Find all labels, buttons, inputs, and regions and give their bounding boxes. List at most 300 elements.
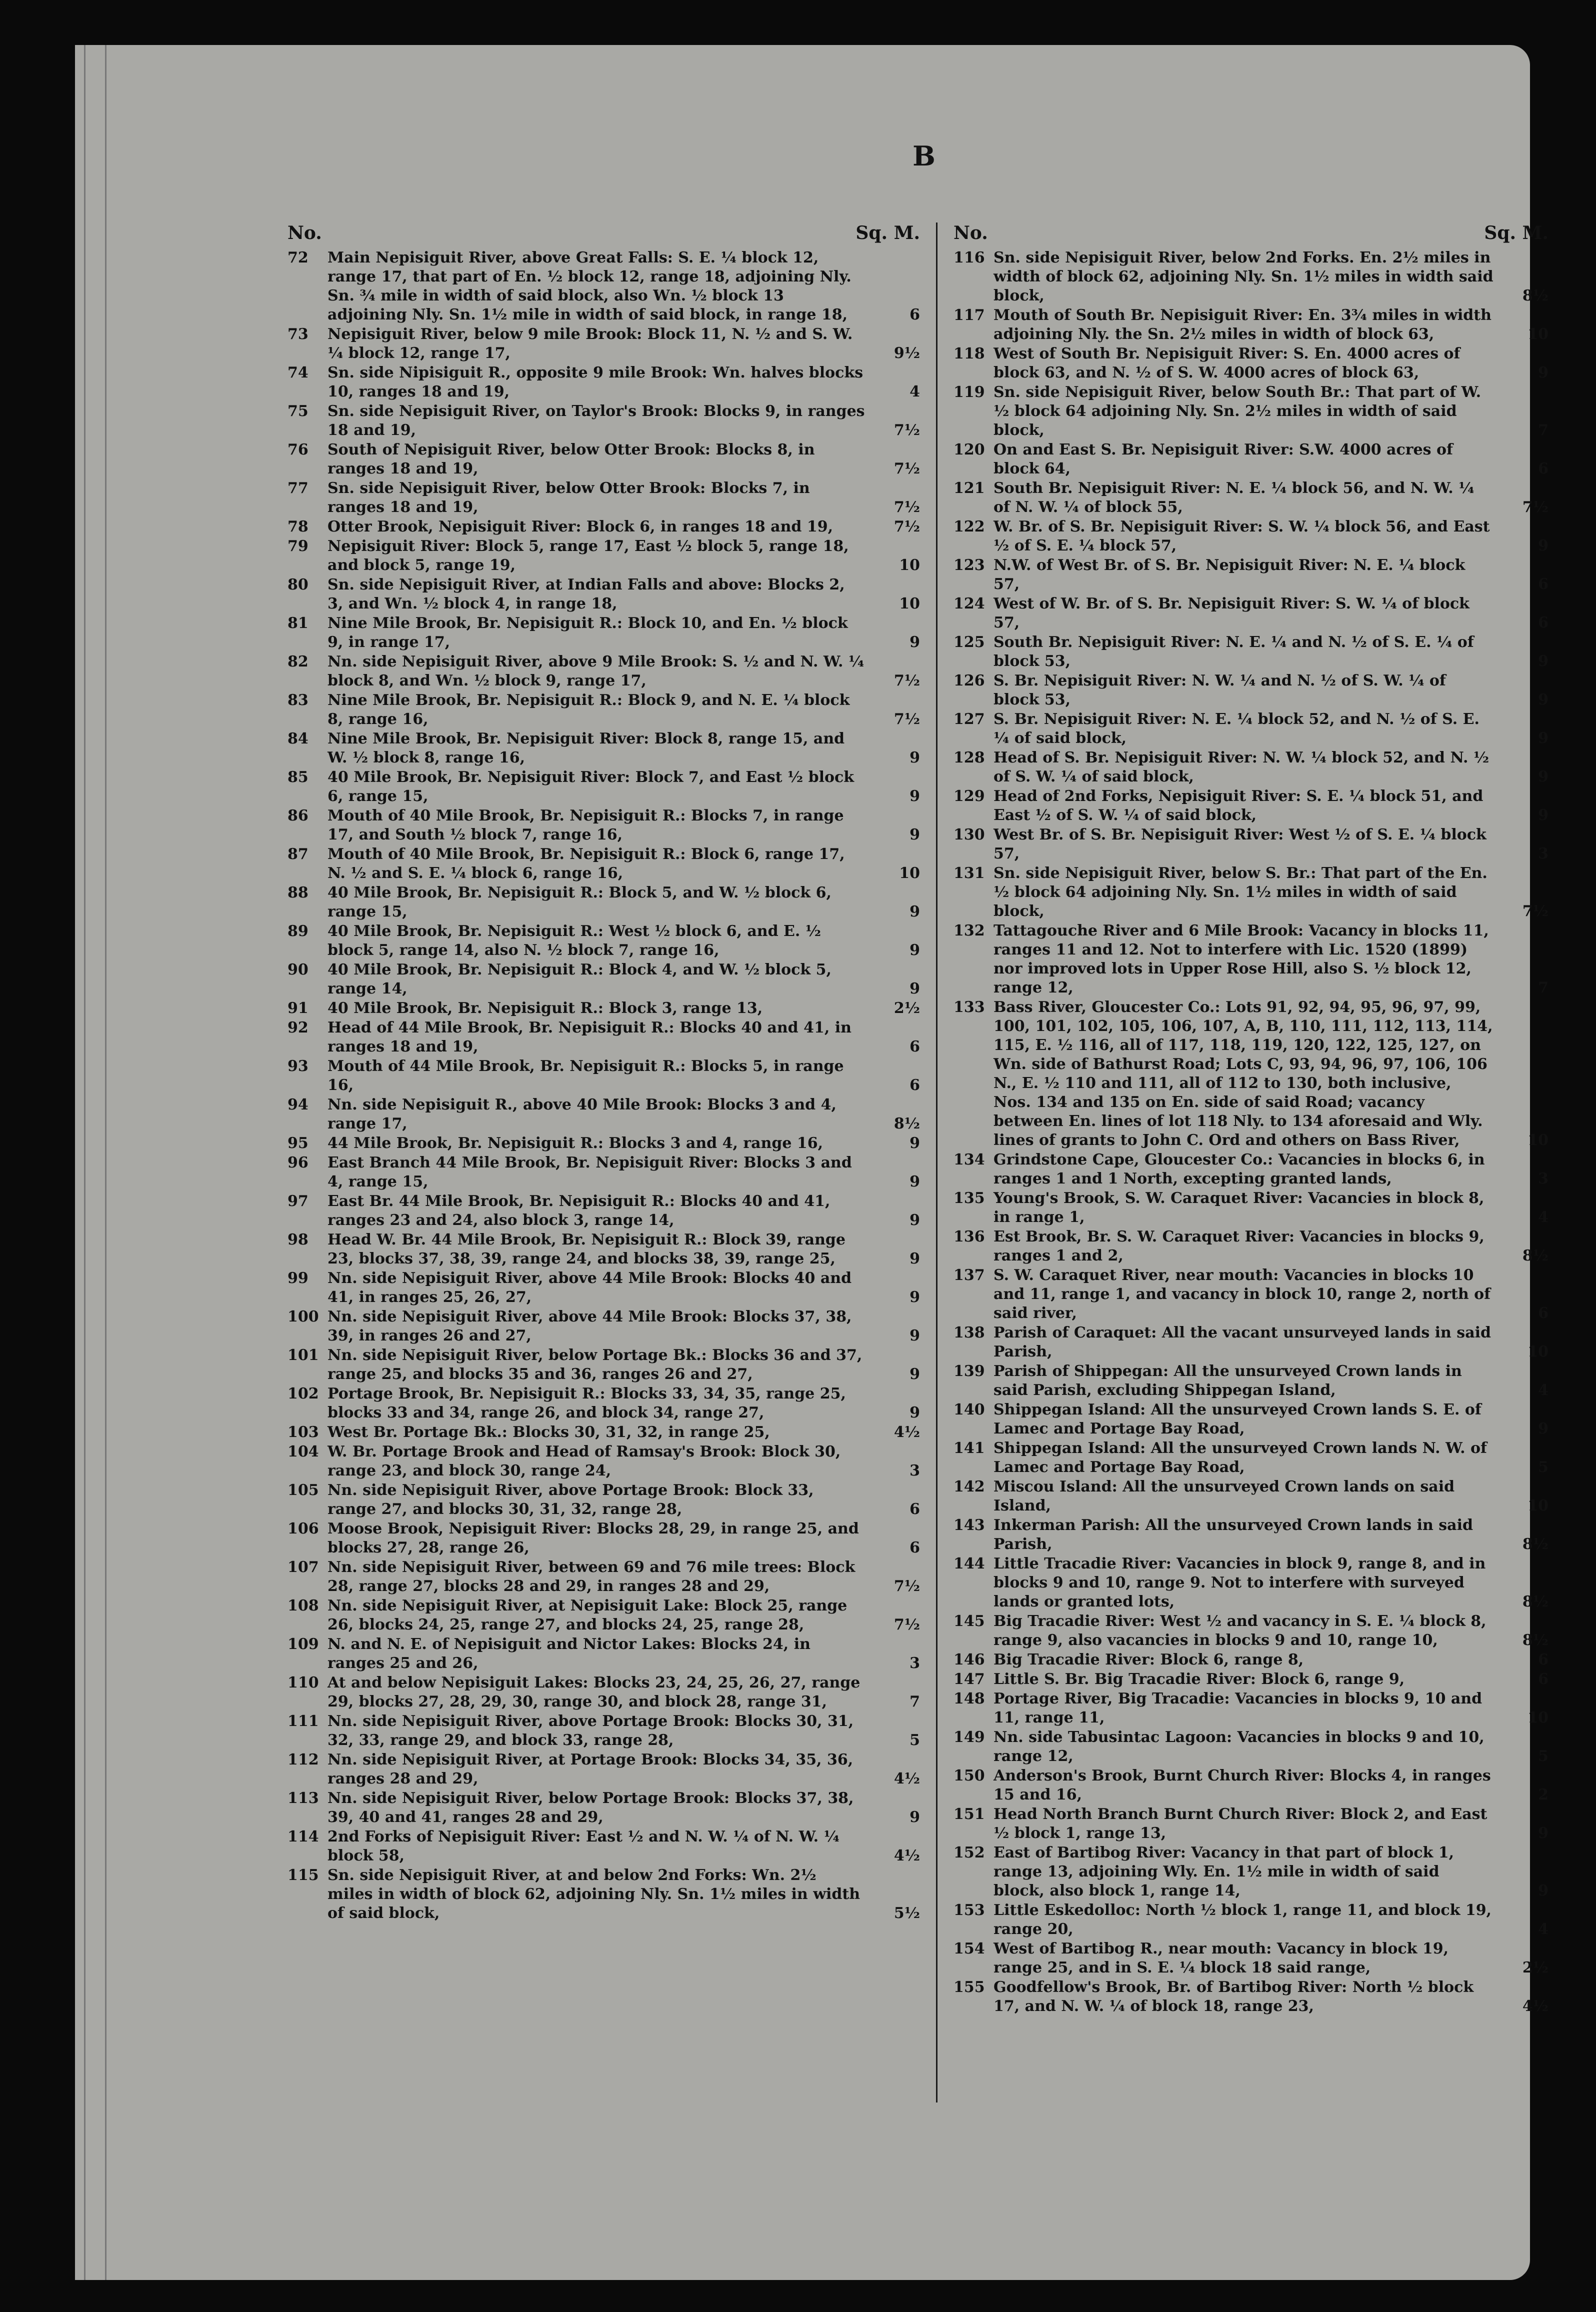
list-item — [954, 633, 1548, 671]
list-item — [288, 999, 920, 1018]
list-item — [954, 1554, 1548, 1612]
entry-number: 114 — [288, 1828, 319, 1846]
list-item — [954, 383, 1548, 440]
entry-number: 136 — [954, 1228, 985, 1246]
entry-description: Sn. side Nepisiguit River, at Indian Falls and above: Blocks 2, 3, and Wn. ½ block 4, in range 18, — [328, 576, 845, 612]
entry-number: 134 — [954, 1151, 985, 1168]
list-item — [288, 922, 920, 960]
entry-number: 144 — [954, 1555, 985, 1572]
entry-square-miles: 7 — [1538, 979, 1548, 996]
right-column-header — [954, 222, 1548, 248]
entry-number: 137 — [954, 1266, 985, 1284]
list-item — [288, 1057, 920, 1095]
entry-square-miles: 9 — [910, 634, 920, 651]
page-letter: B — [912, 140, 936, 172]
list-item — [288, 960, 920, 998]
entry-square-miles: 9 — [910, 1173, 920, 1190]
entry-square-miles: 10 — [1528, 1497, 1548, 1514]
entry-number: 75 — [288, 402, 308, 420]
entry-description: East Br. 44 Mile Brook, Br. Nepisiguit R.: Blocks 40 and 41, ranges 23 and 24, also block 3, range 14, — [328, 1192, 830, 1229]
list-item — [288, 1750, 920, 1788]
entry-number: 132 — [954, 922, 985, 940]
entry-square-miles: 6 — [1538, 1304, 1548, 1322]
entry-number: 135 — [954, 1190, 985, 1207]
entry-square-miles: 7½ — [894, 1578, 920, 1595]
entry-square-miles: 9 — [1538, 768, 1548, 786]
entry-number: 76 — [288, 441, 308, 458]
entry-number: 92 — [288, 1019, 308, 1036]
entry-number: 142 — [954, 1478, 985, 1496]
entry-description: Sn. side Nepisiguit River, below 2nd Forks. En. 2½ miles in width of block 62, adjoining Nly. Sn. 1½ miles in width said block, — [994, 249, 1494, 304]
entry-square-miles: 9 — [910, 749, 920, 766]
entry-number: 151 — [954, 1806, 985, 1823]
entry-square-miles: 9 — [1538, 806, 1548, 824]
entry-number: 127 — [954, 710, 985, 728]
list-item — [954, 710, 1548, 748]
list-item — [288, 884, 920, 922]
entry-number: 72 — [288, 249, 308, 266]
entry-square-miles: 9 — [910, 1212, 920, 1229]
entry-square-miles: 4 — [1538, 1208, 1548, 1226]
left-column-header — [288, 222, 920, 248]
entry-number: 77 — [288, 480, 308, 497]
list-item — [954, 306, 1548, 344]
entry-square-miles: 6 — [1538, 614, 1548, 632]
entry-description: West Br. Portage Bk.: Blocks 30, 31, 32, in range 25, — [328, 1424, 770, 1441]
entry-square-miles: 4 — [910, 383, 920, 400]
entry-number: 152 — [954, 1844, 985, 1862]
entry-square-miles: 7½ — [1522, 498, 1548, 516]
entry-description: Nn. side Nepisiguit River, between 69 and 76 mile trees: Block 28, range 27, blocks 28 and 29, in ranges 28 and 29, — [328, 1558, 856, 1595]
entry-square-miles: 5 — [1538, 1748, 1548, 1765]
entry-description: Inkerman Parish: All the unsurveyed Crown lands in said Parish, — [994, 1516, 1473, 1553]
entry-number: 103 — [288, 1424, 319, 1441]
entry-description: Goodfellow's Brook, Br. of Bartibog River: North ½ block 17, and N. W. ¼ of block 18, range 23, — [994, 1978, 1474, 2015]
entry-number: 94 — [288, 1096, 308, 1114]
list-item — [288, 1269, 920, 1307]
entry-number: 90 — [288, 961, 308, 978]
entry-number: 133 — [954, 998, 985, 1016]
entry-description: Nn. side Nepisiguit River, at Portage Brook: Blocks 34, 35, 36, ranges 28 and 29, — [328, 1751, 854, 1788]
list-item — [288, 691, 920, 729]
list-item — [954, 998, 1548, 1150]
entry-square-miles: 7 — [1538, 422, 1548, 439]
entry-number: 83 — [288, 692, 308, 709]
entry-number: 95 — [288, 1134, 308, 1152]
entry-square-miles: 5 — [1538, 1458, 1548, 1476]
entry-number: 113 — [288, 1790, 319, 1807]
entry-number: 153 — [954, 1902, 985, 1919]
entry-description: East of Bartibog River: Vacancy in that part of block 1, range 13, adjoining Wly. En. 1½ mile in width of said block, also block 1, range 14, — [994, 1844, 1454, 1900]
list-item — [288, 614, 920, 652]
page-edge-rule — [105, 45, 106, 2280]
entry-description: Big Tracadie River: West ½ and vacancy in S. E. ¼ block 8, range 9, also vacancies in blocks 9 and 10, range 10, — [994, 1612, 1486, 1649]
entry-number: 79 — [288, 538, 308, 555]
entry-square-miles: 9 — [910, 1808, 920, 1826]
entry-square-miles: 4½ — [894, 1847, 920, 1864]
entry-square-miles: 10 — [1528, 1709, 1548, 1726]
entry-number: 98 — [288, 1231, 308, 1248]
entry-number: 139 — [954, 1362, 985, 1380]
sq-m-header: Sq. M. — [856, 222, 920, 244]
list-item — [288, 1442, 920, 1480]
entry-square-miles: 9 — [910, 1366, 920, 1383]
list-item — [954, 1728, 1548, 1766]
entry-description: Nine Mile Brook, Br. Nepisiguit River: Block 8, range 15, and W. ½ block 8, range 16, — [328, 730, 845, 766]
list-item — [288, 1789, 920, 1827]
entry-description: Head of S. Br. Nepisiguit River: N. W. ¼ block 52, and N. ½ of S. W. ¼ of said block, — [994, 749, 1490, 786]
entry-number: 99 — [288, 1270, 308, 1287]
entry-description: Nn. side Nepisiguit River, above 44 Mile Brook: Blocks 40 and 41, in ranges 25, 26, 27, — [328, 1270, 852, 1306]
entry-square-miles: 8½ — [1522, 1593, 1548, 1610]
entry-square-miles: 8½ — [1522, 1247, 1548, 1264]
list-item — [288, 845, 920, 883]
entry-number: 74 — [288, 364, 308, 382]
entry-square-miles: 6 — [910, 1500, 920, 1518]
list-item — [954, 556, 1548, 594]
entry-description: Nine Mile Brook, Br. Nepisiguit R.: Block 9, and N. E. ¼ block 8, range 16, — [328, 692, 850, 728]
entry-number: 117 — [954, 306, 985, 324]
list-item — [288, 1828, 920, 1866]
entry-description: Nn. side Tabusintac Lagoon: Vacancies in blocks 9 and 10, range 12, — [994, 1728, 1484, 1765]
list-item — [954, 1670, 1548, 1689]
entry-description: Otter Brook, Nepisiguit River: Block 6, in ranges 18 and 19, — [328, 518, 834, 536]
entry-square-miles: 5 — [910, 1732, 920, 1749]
entry-number: 129 — [954, 788, 985, 805]
entry-square-miles: 9 — [1538, 537, 1548, 554]
entry-number: 155 — [954, 1978, 985, 1996]
list-item — [288, 537, 920, 575]
entry-number: 147 — [954, 1670, 985, 1688]
entry-description: Est Brook, Br. S. W. Caraquet River: Vacancies in blocks 9, ranges 1 and 2, — [994, 1228, 1484, 1264]
entry-description: Parish of Shippegan: All the unsurveyed Crown lands in said Parish, excluding Shippegan Island, — [994, 1362, 1462, 1399]
entry-square-miles: 9½ — [894, 344, 920, 362]
entry-number: 97 — [288, 1192, 308, 1210]
entry-square-miles: 7½ — [894, 460, 920, 478]
entry-description: Little Tracadie River: Vacancies in block 9, range 8, and in blocks 9 and 10, range 9. Not to interfere with surveyed lands or granted lots, — [994, 1555, 1486, 1610]
list-item — [288, 806, 920, 844]
entry-number: 85 — [288, 768, 308, 786]
list-item — [954, 344, 1548, 382]
sq-m-header: Sq. M. — [1484, 222, 1548, 244]
entry-number: 81 — [288, 614, 308, 632]
entry-square-miles: 4½ — [894, 1770, 920, 1788]
entry-description: At and below Nepisiguit Lakes: Blocks 23, 24, 25, 26, 27, range 29, blocks 27, 28, 29, 30, range 30, and block 28, range 31, — [328, 1674, 860, 1710]
entry-description: Sn. side Nepisiguit River, at and below 2nd Forks: Wn. 2½ miles in width of block 62, adjoining Nly. Sn. 1½ miles in width of said block, — [328, 1866, 860, 1922]
entry-square-miles: 9 — [1538, 691, 1548, 708]
entry-square-miles: 6 — [1538, 1651, 1548, 1668]
list-item — [954, 248, 1548, 306]
entry-square-miles: 7½ — [894, 518, 920, 536]
list-item — [954, 1150, 1548, 1188]
entry-number: 122 — [954, 518, 985, 536]
list-item — [954, 1266, 1548, 1323]
entry-description: Portage River, Big Tracadie: Vacancies in blocks 9, 10 and 11, range 11, — [994, 1690, 1482, 1726]
entry-description: 40 Mile Brook, Br. Nepisiguit R.: Block 4, and W. ½ block 5, range 14, — [328, 961, 832, 998]
no-header: No. — [288, 222, 322, 244]
entry-square-miles: 7 — [910, 1693, 920, 1710]
list-item — [288, 479, 920, 517]
entry-square-miles: 2 — [1538, 1786, 1548, 1804]
entry-description: Nepisiguit River: Block 5, range 17, East ½ block 5, range 18, and block 5, range 19, — [328, 538, 849, 574]
entry-description: On and East S. Br. Nepisiguit River: S.W. 4000 acres of block 64, — [994, 441, 1453, 478]
entry-description: Moose Brook, Nepisiguit River: Blocks 28, 29, in range 25, and blocks 27, 28, range 26, — [328, 1520, 859, 1556]
entry-number: 102 — [288, 1385, 319, 1402]
list-item — [954, 1805, 1548, 1843]
entry-description: South of Nepisiguit River, below Otter Brook: Blocks 8, in ranges 18 and 19, — [328, 441, 815, 478]
entry-description: Nn. side Nepisiguit R., above 40 Mile Brook: Blocks 3 and 4, range 17, — [328, 1096, 836, 1132]
right-column — [954, 222, 1548, 2016]
entry-number: 150 — [954, 1767, 985, 1784]
entry-number: 130 — [954, 826, 985, 844]
entry-description: Head of 2nd Forks, Nepisiguit River: S. E. ¼ block 51, and East ½ of S. W. ¼ of said block, — [994, 788, 1484, 824]
list-item — [954, 440, 1548, 478]
entry-number: 119 — [954, 384, 985, 401]
column-divider — [936, 222, 938, 2102]
entry-description: N. and N. E. of Nepisiguit and Nictor Lakes: Blocks 24, in ranges 25 and 26, — [328, 1636, 810, 1672]
list-item — [288, 1018, 920, 1056]
entry-square-miles: 3 — [910, 1654, 920, 1672]
entry-description: Nn. side Nepisiguit River, above Portage Brook: Block 33, range 27, and blocks 30, 31, 32, range 28, — [328, 1482, 814, 1518]
entry-description: Nn. side Nepisiguit River, above 9 Mile Brook: S. ½ and N. W. ¼ block 8, and Wn. ½ block 9, range 17, — [328, 653, 864, 690]
entry-description: Head North Branch Burnt Church River: Block 2, and East ½ block 1, range 13, — [994, 1806, 1488, 1842]
list-item — [288, 1384, 920, 1422]
entry-description: Head W. Br. 44 Mile Brook, Br. Nepisiguit R.: Block 39, range 23, blocks 37, 38, 39, range 24, and blocks 38, 39, range 25, — [328, 1231, 846, 1268]
list-item — [954, 1228, 1548, 1266]
entry-square-miles: 3 — [1538, 845, 1548, 862]
entry-square-miles: 9 — [910, 1250, 920, 1268]
list-item — [954, 1690, 1548, 1728]
entry-description: Nn. side Nepisiguit River, above Portage Brook: Blocks 30, 31, 32, 33, range 29, and block 33, range 28, — [328, 1712, 854, 1749]
entry-number: 104 — [288, 1443, 319, 1460]
list-item — [288, 1346, 920, 1384]
entry-description: Anderson's Brook, Burnt Church River: Blocks 4, in ranges 15 and 16, — [994, 1767, 1491, 1804]
entry-square-miles: 9 — [910, 903, 920, 920]
entry-description: S. Br. Nepisiguit River: N. E. ¼ block 52, and N. ½ of S. E. ¼ of said block, — [994, 710, 1480, 747]
entry-square-miles: 9 — [1538, 1420, 1548, 1438]
left-column — [288, 222, 920, 1924]
entry-number: 73 — [288, 326, 308, 343]
list-item — [954, 1978, 1548, 2016]
entry-number: 112 — [288, 1751, 319, 1768]
entry-square-miles: 7½ — [894, 1616, 920, 1634]
entry-square-miles: 9 — [910, 1327, 920, 1344]
list-item — [954, 1189, 1548, 1227]
entry-number: 121 — [954, 480, 985, 497]
entry-square-miles: 10 — [1528, 1343, 1548, 1360]
entry-square-miles: 8½ — [1522, 287, 1548, 304]
entry-number: 86 — [288, 807, 308, 824]
entry-square-miles: 7½ — [894, 710, 920, 728]
entry-description: West of South Br. Nepisiguit River: S. En. 4000 acres of block 63, and N. ½ of S. W. 4000 acres of block 63, — [994, 345, 1460, 382]
entry-description: West Br. of S. Br. Nepisiguit River: West ½ of S. E. ¼ block 57, — [994, 826, 1486, 862]
entry-number: 110 — [288, 1674, 319, 1692]
entry-description: Mouth of 40 Mile Brook, Br. Nepisiguit R.: Blocks 7, in range 17, and South ½ block 7, range 16, — [328, 807, 844, 844]
list-item — [288, 1096, 920, 1134]
list-item — [954, 1940, 1548, 1978]
entry-square-miles: 4½ — [1522, 1998, 1548, 2015]
list-item — [954, 1901, 1548, 1939]
entry-square-miles: 4½ — [894, 1424, 920, 1441]
entry-number: 111 — [288, 1712, 319, 1730]
entry-number: 89 — [288, 922, 308, 940]
entry-square-miles: 10 — [899, 556, 920, 574]
list-item — [288, 1712, 920, 1750]
list-item — [954, 1766, 1548, 1804]
list-item — [288, 1674, 920, 1712]
entry-square-miles: 8½ — [894, 1115, 920, 1132]
entry-number: 118 — [954, 345, 985, 362]
entry-description: Young's Brook, S. W. Caraquet River: Vacancies in block 8, in range 1, — [994, 1190, 1484, 1226]
list-item — [288, 325, 920, 363]
list-item — [954, 826, 1548, 864]
list-item — [288, 1134, 920, 1153]
entry-description: Little S. Br. Big Tracadie River: Block 6, range 9, — [994, 1670, 1405, 1688]
entry-number: 107 — [288, 1558, 319, 1576]
list-item — [954, 748, 1548, 786]
list-item — [954, 672, 1548, 710]
entry-square-miles: 3 — [1538, 1170, 1548, 1188]
entry-square-miles: 7½ — [894, 672, 920, 690]
entry-number: 80 — [288, 576, 308, 594]
entry-square-miles: 10 — [899, 595, 920, 612]
entry-square-miles: 9 — [910, 1288, 920, 1306]
entry-description: 40 Mile Brook, Br. Nepisiguit River: Block 7, and East ½ block 6, range 15, — [328, 768, 854, 805]
list-item — [954, 1844, 1548, 1900]
list-item — [954, 1516, 1548, 1554]
entry-description: Miscou Island: All the unsurveyed Crown lands on said Island, — [994, 1478, 1455, 1514]
list-item — [954, 518, 1548, 556]
entry-description: Portage Brook, Br. Nepisiguit R.: Blocks 33, 34, 35, range 25, blocks 33 and 34, range 26, and block 34, range 27, — [328, 1385, 846, 1422]
entry-description: Shippegan Island: All the unsurveyed Crown lands S. E. of Lamec and Portage Bay Road, — [994, 1401, 1482, 1438]
document-page — [75, 45, 1548, 2280]
entry-description: Nn. side Nepisiguit River, below Portage Brook: Blocks 37, 38, 39, 40 and 41, ranges 28 and 29, — [328, 1790, 854, 1826]
list-item — [954, 864, 1548, 921]
entry-number: 143 — [954, 1516, 985, 1534]
entry-description: Grindstone Cape, Gloucester Co.: Vacancies in blocks 6, in ranges 1 and 1 North, excepting granted lands, — [994, 1151, 1485, 1188]
entry-number: 109 — [288, 1636, 319, 1653]
list-item — [288, 1192, 920, 1230]
entry-number: 115 — [288, 1866, 319, 1884]
entry-square-miles: 9 — [910, 788, 920, 805]
entry-number: 128 — [954, 749, 985, 766]
entry-description: Sn. side Nipisiguit R., opposite 9 mile Brook: Wn. halves blocks 10, ranges 18 and 19, — [328, 364, 864, 400]
entry-square-miles: 9 — [910, 980, 920, 998]
list-item — [954, 1612, 1548, 1650]
right-entries — [954, 248, 1548, 2016]
entry-description: Nn. side Nepisiguit River, at Nepisiguit Lake: Block 25, range 26, blocks 24, 25, range 27, and blocks 24, 25, range 28, — [328, 1597, 848, 1634]
entry-number: 146 — [954, 1651, 985, 1668]
entry-description: W. Br. of S. Br. Nepisiguit River: S. W. ¼ block 56, and East ½ of S. E. ¼ block 57, — [994, 518, 1490, 554]
list-item — [288, 1558, 920, 1596]
entry-square-miles: 6 — [910, 1038, 920, 1056]
entry-square-miles: 3 — [910, 1462, 920, 1480]
entry-square-miles: 10 — [1528, 326, 1548, 343]
entry-square-miles: 2½ — [1522, 1959, 1548, 1976]
entry-number: 141 — [954, 1440, 985, 1457]
entry-square-miles: 6 — [910, 1076, 920, 1094]
entry-description: Parish of Caraquet: All the vacant unsurveyed lands in said Parish, — [994, 1324, 1492, 1360]
entry-square-miles: 9 — [910, 942, 920, 959]
entry-square-miles: 9 — [1538, 1882, 1548, 1900]
entry-square-miles: 4 — [1538, 1920, 1548, 1938]
entry-number: 124 — [954, 595, 985, 612]
list-item — [954, 1362, 1548, 1400]
entry-description: Mouth of 44 Mile Brook, Br. Nepisiguit R.: Blocks 5, in range 16, — [328, 1058, 844, 1094]
list-item — [954, 1650, 1548, 1670]
entry-square-miles: 9 — [1538, 1824, 1548, 1842]
entry-number: 131 — [954, 864, 985, 882]
entry-number: 145 — [954, 1612, 985, 1630]
left-entries — [288, 248, 920, 1923]
entry-description: East Branch 44 Mile Brook, Br. Nepisiguit River: Blocks 3 and 4, range 15, — [328, 1154, 852, 1190]
list-item — [288, 1866, 920, 1923]
list-item — [954, 479, 1548, 517]
page-edge-rule — [84, 45, 86, 2280]
list-item — [954, 1324, 1548, 1362]
entry-square-miles: 6 — [1538, 1670, 1548, 1688]
entry-description: Little Eskedolloc: North ½ block 1, range 11, and block 19, range 20, — [994, 1902, 1492, 1938]
entry-description: S. Br. Nepisiguit River: N. W. ¼ and N. ½ of S. W. ¼ of block 53, — [994, 672, 1446, 708]
entry-square-miles: 6 — [1538, 576, 1548, 593]
entry-square-miles: 7½ — [894, 498, 920, 516]
list-item — [954, 1439, 1548, 1477]
entry-number: 78 — [288, 518, 308, 536]
entry-number: 84 — [288, 730, 308, 748]
entry-number: 116 — [954, 249, 985, 266]
list-item — [954, 594, 1548, 632]
entry-square-miles: 8½ — [1522, 1536, 1548, 1553]
list-item — [288, 1635, 920, 1673]
entry-description: Nine Mile Brook, Br. Nepisiguit R.: Block 10, and En. ½ block 9, in range 17, — [328, 614, 848, 651]
entry-number: 120 — [954, 441, 985, 458]
entry-number: 91 — [288, 1000, 308, 1017]
entry-description: Sn. side Nepisiguit River, on Taylor's Brook: Blocks 9, in ranges 18 and 19, — [328, 402, 865, 439]
entry-number: 149 — [954, 1728, 985, 1746]
entry-number: 148 — [954, 1690, 985, 1708]
entry-number: 140 — [954, 1401, 985, 1418]
list-item — [954, 1400, 1548, 1438]
entry-number: 154 — [954, 1940, 985, 1958]
entry-square-miles: 9 — [1538, 652, 1548, 670]
entry-description: 40 Mile Brook, Br. Nepisiguit R.: West ½ block 6, and E. ½ block 5, range 14, also N. ½ block 7, range 16, — [328, 922, 822, 959]
list-item — [954, 922, 1548, 998]
list-item — [288, 518, 920, 536]
entry-number: 100 — [288, 1308, 319, 1326]
entry-number: 82 — [288, 653, 308, 670]
list-item — [288, 402, 920, 440]
list-item — [288, 576, 920, 614]
entry-square-miles: 2½ — [894, 1000, 920, 1017]
entry-description: 40 Mile Brook, Br. Nepisiguit R.: Block 3, range 13, — [328, 1000, 763, 1017]
entry-number: 93 — [288, 1058, 308, 1075]
entry-number: 101 — [288, 1346, 319, 1364]
list-item — [288, 248, 920, 324]
list-item — [954, 1478, 1548, 1516]
entry-number: 125 — [954, 634, 985, 651]
list-item — [288, 652, 920, 690]
entry-description: Nn. side Nepisiguit River, above 44 Mile Brook: Blocks 37, 38, 39, in ranges 26 and 27, — [328, 1308, 852, 1344]
entry-number: 123 — [954, 556, 985, 574]
entry-square-miles: 5½ — [894, 1904, 920, 1922]
entry-description: Mouth of South Br. Nepisiguit River: En. 3¾ miles in width adjoining Nly. the Sn. 2½ miles in width of block 63, — [994, 306, 1492, 343]
list-item — [288, 1154, 920, 1192]
entry-description: West of W. Br. of S. Br. Nepisiguit River: S. W. ¼ of block 57, — [994, 595, 1470, 632]
no-header: No. — [954, 222, 988, 244]
entry-square-miles: 7½ — [1522, 902, 1548, 920]
entry-square-miles: 9 — [910, 826, 920, 844]
entry-description: N.W. of West Br. of S. Br. Nepisiguit River: N. E. ¼ block 57, — [994, 556, 1466, 593]
